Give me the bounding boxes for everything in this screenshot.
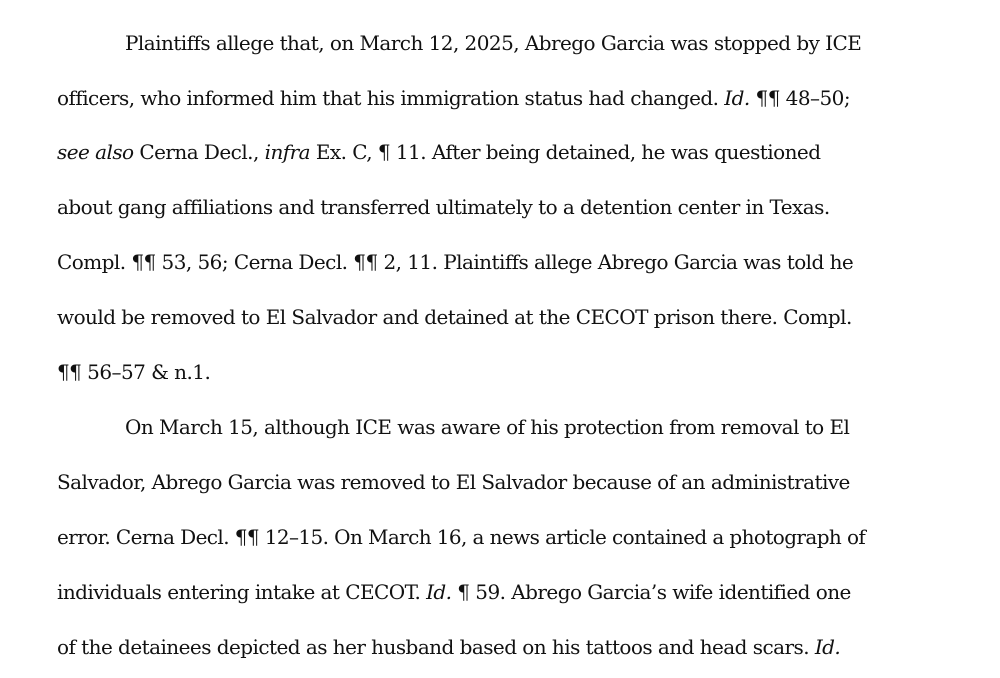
line-text: of the detainees depicted as her husband based on his tattoos and head scars.: [57, 635, 815, 659]
text-line: [57, 465, 850, 499]
line-text: Compl. ¶¶ 53, 56; Cerna Decl. ¶¶ 2, 11. Plaintiffs allege Abrego Garcia was told he: [57, 250, 854, 274]
text-line: [57, 81, 850, 115]
line-text: about gang affiliations and transferred ultimately to a detention center in Texas.: [57, 195, 830, 219]
citation-id-italic: Id.: [724, 86, 750, 110]
line-text: individuals entering intake at CECOT.: [57, 580, 427, 604]
line-text: Salvador, Abrego Garcia was removed to El Salvador because of an administrative: [57, 470, 850, 494]
line-text: would be removed to El Salvador and detained at the CECOT prison there. Compl.: [57, 305, 852, 329]
text-line: [57, 190, 830, 224]
line-text: ¶ 59. Abrego Garcia’s wife identified one: [451, 580, 851, 604]
text-line: [57, 135, 820, 169]
infra-italic: infra: [264, 140, 311, 164]
text-line: [57, 520, 865, 554]
text-line: [57, 245, 853, 279]
text-line: [125, 410, 849, 444]
line-text: error. Cerna Decl. ¶¶ 12–15. On March 16, a news article contained a photograph of: [57, 525, 866, 549]
citation-id-italic: Id.: [426, 580, 452, 604]
line-text: ¶¶ 56–57 & n.1.: [57, 360, 211, 384]
line-text: Cerna Decl.,: [133, 140, 265, 164]
text-line: [57, 575, 851, 609]
line-text: ¶¶ 48–50;: [749, 86, 851, 110]
text-line: [125, 26, 861, 60]
see-also-italic: see also: [57, 140, 134, 164]
text-line: [57, 355, 210, 389]
line-text: Plaintiffs allege that, on March 12, 2025, Abrego Garcia was stopped by ICE: [125, 31, 862, 55]
line-text: officers, who informed him that his immigration status had changed.: [57, 86, 725, 110]
line-text: Ex. C, ¶ 11. After being detained, he was questioned: [310, 140, 821, 164]
text-line: [57, 630, 840, 664]
line-text: On March 15, although ICE was aware of his protection from removal to El: [125, 415, 850, 439]
text-line: [57, 300, 852, 334]
citation-id-italic: Id.: [814, 635, 841, 659]
